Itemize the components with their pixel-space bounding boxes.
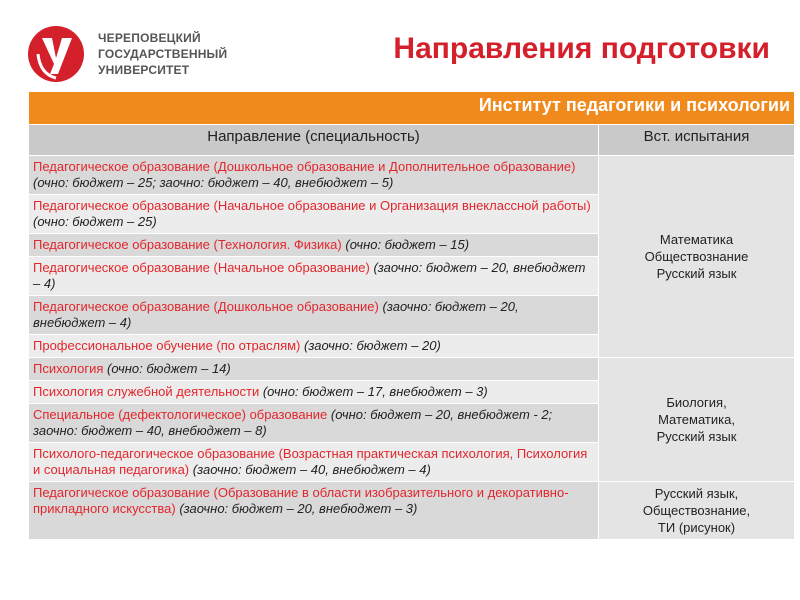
direction-cell [29, 234, 599, 257]
exam-subject: Русский язык [656, 266, 737, 281]
direction-cell [29, 443, 599, 482]
direction-name: Педагогическое образование (Начальное образование) [33, 260, 370, 275]
directions-table [28, 91, 795, 540]
institute-row [29, 92, 795, 125]
direction-places: (заочно: бюджет – 40, внебюджет – 4) [192, 462, 431, 477]
exam-subject: Обществознание [644, 249, 749, 264]
university-name [98, 30, 227, 78]
direction-places: (очно: бюджет – 25; заочно: бюджет – 40, внебюджет – 5) [33, 175, 394, 190]
exam-subject: Русский язык, [654, 486, 739, 501]
entrance-exams-cell [599, 358, 795, 482]
direction-name: Педагогическое образование (Образование в области изобразительного и декоративно-прикладного искусства) [33, 485, 569, 516]
direction-name: Психолого-педагогическое образование (Возрастная практическая психология, Психология и социальная педагогика) [33, 446, 588, 477]
table-row [29, 156, 795, 195]
exam-subject: Математика, [658, 412, 735, 427]
direction-cell [29, 335, 599, 358]
entrance-exams-cell [599, 156, 795, 358]
exam-subject: Обществознание, [642, 503, 751, 518]
direction-places: (заочно: бюджет – 20) [304, 338, 441, 353]
direction-places: (очно: бюджет – 25) [33, 214, 157, 229]
column-header-exams: Вст. испытания [599, 125, 795, 156]
direction-places: (очно: бюджет – 20, внебюджет - 2; заочно: бюджет – 40, внебюджет – 8) [33, 407, 553, 438]
direction-places: (очно: бюджет – 14) [107, 361, 231, 376]
institute-name: Институт педагогики и психологии [29, 92, 795, 125]
direction-places: (очно: бюджет – 17, внебюджет – 3) [262, 384, 488, 399]
direction-cell [29, 156, 599, 195]
direction-cell [29, 381, 599, 404]
page-title: Направления подготовки [393, 32, 770, 65]
direction-cell [29, 404, 599, 443]
direction-name: Специальное (дефектологическое) образование [33, 407, 328, 422]
logo-line: УНИВЕРСИТЕТ [98, 63, 190, 77]
direction-cell [29, 257, 599, 296]
table-row [29, 482, 795, 540]
direction-places: (заочно: бюджет – 20, внебюджет – 4) [33, 260, 586, 291]
direction-cell [29, 195, 599, 234]
entrance-exams-cell [599, 482, 795, 540]
direction-cell [29, 482, 599, 540]
direction-name: Профессиональное обучение (по отраслям) [33, 338, 301, 353]
exam-subject: Математика [659, 232, 734, 247]
exam-subject: Биология, [666, 395, 727, 410]
table-header-row [29, 125, 795, 156]
direction-cell [29, 358, 599, 381]
direction-places: (очно: бюджет – 15) [345, 237, 470, 252]
logo-line: ЧЕРЕПОВЕЦКИЙ [98, 31, 201, 45]
direction-name: Педагогическое образование (Дошкольное образование) [33, 299, 379, 314]
logo-line: ГОСУДАРСТВЕННЫЙ [98, 47, 228, 61]
direction-name: Педагогическое образование (Начальное образование и Организация внеклассной работы) [33, 198, 591, 213]
direction-name: Психология [33, 361, 104, 376]
university-logo-icon [26, 24, 86, 84]
column-header-direction: Направление (специальность) [29, 125, 599, 156]
exam-subject: ТИ (рисунок) [657, 520, 736, 535]
direction-cell [29, 296, 599, 335]
table-row [29, 358, 795, 381]
exam-subject: Русский язык [656, 429, 737, 444]
direction-name: Педагогическое образование (Дошкольное образование и Дополнительное образование) [33, 159, 576, 174]
direction-places: (заочно: бюджет – 20, внебюджет – 4) [33, 299, 519, 330]
direction-places: (заочно: бюджет – 20, внебюджет – 3) [179, 501, 418, 516]
direction-name: Психология служебной деятельности [33, 384, 260, 399]
direction-name: Педагогическое образование (Технология. Физика) [33, 237, 342, 252]
